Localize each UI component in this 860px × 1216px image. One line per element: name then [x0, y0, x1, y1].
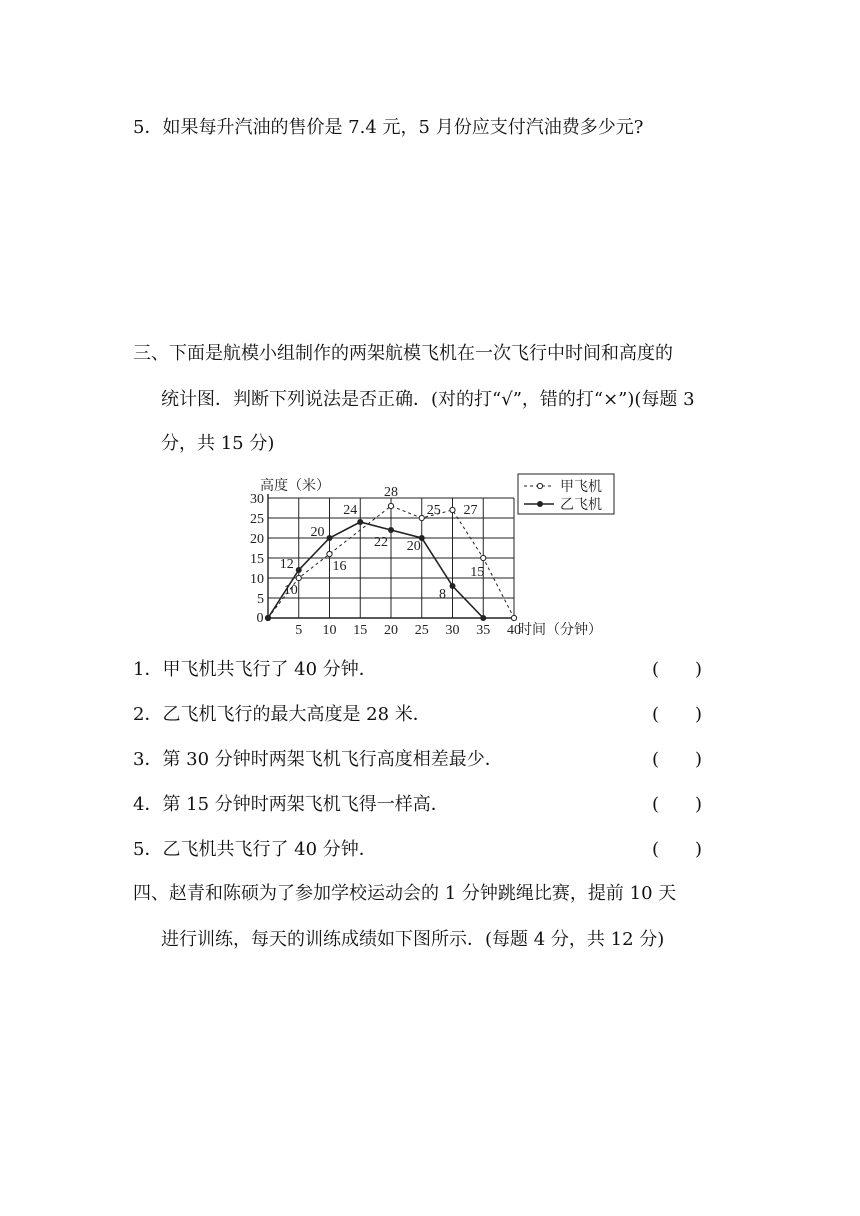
yi-point [296, 567, 302, 573]
data-label: 10 [283, 583, 298, 598]
data-label: 27 [463, 503, 478, 518]
y-axis-title: 高度（米） [260, 479, 330, 494]
section3-line3: 分，共 15 分) [161, 433, 275, 454]
x-tick-label: 30 [445, 623, 460, 638]
data-label: 28 [384, 485, 398, 500]
answer-blank-2[interactable]: ( ) [652, 704, 703, 725]
data-label: 25 [426, 503, 441, 518]
question-5: 5．乙飞机共飞行了 40 分钟． [133, 839, 377, 860]
jia-point [296, 575, 301, 580]
x-tick-label: 20 [384, 623, 398, 638]
section3-line2: 统计图．判断下列说法是否正确．(对的打“√”，错的打“×”)(每题 3 [161, 389, 695, 410]
x-tick-label: 40 [507, 623, 521, 638]
x-axis-title: 时间（分钟） [518, 623, 602, 638]
x-tick-label: 15 [353, 623, 368, 638]
x-tick-label: 5 [295, 623, 303, 638]
question-2: 2．乙飞机飞行的最大高度是 28 米． [133, 704, 431, 725]
question-3: 3．第 30 分钟时两架飞机飞行高度相差最少． [133, 749, 503, 770]
y-tick-label: 5 [257, 592, 264, 607]
answer-blank-1[interactable]: ( ) [652, 659, 703, 680]
question-4: 4．第 15 分钟时两架飞机飞得一样高． [133, 794, 449, 815]
yi-point [450, 583, 456, 589]
data-label: 24 [343, 503, 358, 518]
legend-jia-marker [537, 483, 542, 488]
y-tick-label: 15 [250, 552, 264, 567]
data-label: 15 [470, 565, 485, 580]
data-label: 20 [310, 525, 325, 540]
yi-point [265, 615, 271, 621]
answer-blank-4[interactable]: ( ) [652, 794, 703, 815]
yi-point [388, 527, 394, 533]
answer-blank-3[interactable]: ( ) [652, 749, 703, 770]
y-tick-label: 25 [250, 512, 264, 527]
section4-line2: 进行训练，每天的训练成绩如下图所示．(每题 4 分，共 12 分) [161, 929, 665, 950]
data-label: 16 [332, 559, 347, 574]
x-tick-label: 0 [256, 611, 264, 626]
data-label: 20 [406, 539, 421, 554]
legend-jia-label: 甲飞机 [560, 480, 602, 495]
height-time-chart [236, 470, 626, 640]
legend-yi-label: 乙飞机 [560, 498, 602, 513]
data-label: 8 [439, 587, 446, 602]
jia-point [419, 515, 424, 520]
legend-yi-marker [537, 501, 543, 507]
y-tick-label: 30 [250, 492, 264, 507]
answer-blank-5[interactable]: ( ) [652, 839, 703, 860]
x-tick-label: 10 [322, 623, 337, 638]
yi-point [357, 519, 363, 525]
yi-point [327, 535, 333, 541]
y-tick-label: 10 [250, 572, 264, 587]
x-tick-label: 25 [414, 623, 429, 638]
q5-previous: 5．如果每升汽油的售价是 7.4 元，5 月份应支付汽油费多少元? [133, 117, 644, 138]
section4-line1: 四、赵青和陈硕为了参加学校运动会的 1 分钟跳绳比赛，提前 10 天 [133, 883, 677, 904]
yi-point [480, 615, 486, 621]
x-tick-label: 35 [476, 623, 491, 638]
jia-point [450, 507, 455, 512]
data-label: 12 [279, 557, 294, 572]
jia-point [388, 503, 393, 508]
jia-point [481, 555, 486, 560]
data-label: 22 [374, 535, 388, 550]
section3-line1: 三、下面是航模小组制作的两架航模飞机在一次飞行中时间和高度的 [133, 343, 673, 364]
jia-point [327, 551, 332, 556]
question-1: 1．甲飞机共飞行了 40 分钟． [133, 659, 377, 680]
jia-point [511, 615, 516, 620]
y-tick-label: 20 [250, 532, 264, 547]
